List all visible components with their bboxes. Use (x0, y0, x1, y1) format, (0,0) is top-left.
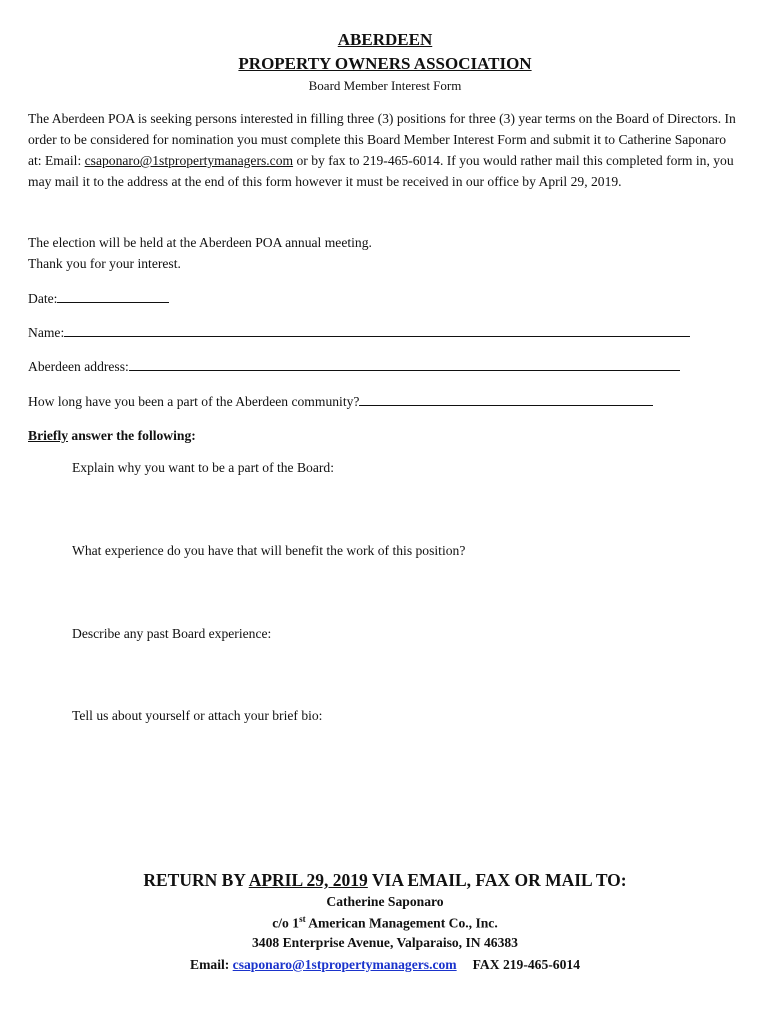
return-email-link[interactable]: csaponaro@1stpropertymanagers.com (232, 957, 457, 972)
election-line: The election will be held at the Aberdeen POA annual meeting. (28, 235, 372, 250)
question-past-board: Describe any past Board experience: (72, 626, 272, 641)
address-field[interactable] (28, 358, 680, 375)
name-label: Name: (28, 325, 65, 340)
community-label: How long have you been a part of the Aberdeen community? (28, 394, 360, 409)
org-name-line1: ABERDEEN (337, 30, 433, 49)
instruction-heading: Briefly answer the following: (28, 428, 196, 443)
fax-number: FAX 219-465-6014 (472, 957, 580, 972)
question-experience: What experience do you have that will benefit the work of this position? (72, 543, 466, 558)
form-title: Board Member Interest Form (308, 78, 462, 93)
date-field[interactable] (28, 290, 169, 307)
date-label: Date: (28, 291, 58, 306)
company-line: c/o 1st American Management Co., Inc. (272, 914, 498, 931)
intro-email-link[interactable]: csaponaro@1stpropertymanagers.com (84, 153, 294, 168)
question-bio: Tell us about yourself or attach your brief bio: (72, 708, 323, 723)
org-name-line2: PROPERTY OWNERS ASSOCIATION (238, 54, 532, 73)
address-label: Aberdeen address: (28, 359, 129, 374)
name-blank[interactable] (64, 324, 690, 337)
contact-line: Email: csaponaro@1stpropertymanagers.com FAX 219-465-6014 (190, 957, 580, 972)
date-blank[interactable] (57, 290, 169, 303)
return-heading: RETURN BY APRIL 29, 2019 VIA EMAIL, FAX OR MAIL TO: (143, 870, 627, 890)
thanks-line: Thank you for your interest. (28, 256, 181, 271)
address-blank[interactable] (129, 358, 680, 371)
return-date: APRIL 29, 2019 (248, 870, 368, 890)
community-blank[interactable] (359, 393, 653, 406)
intro-paragraph: The Aberdeen POA is seeking persons interested in filling three (3) positions for three (3) year terms on the Board of Directors. In order to be considered for nomination you must complete this Board Member Interest Form and submit it to Catherine Saponaro at: Email: csaponaro@1stpropertymanagers.com or by fax to 219-465-6014. If you would rather mail this completed form in, you may mail it to the address at the end of this form however it must be received in our office by April 29, 2019. (28, 111, 736, 189)
election-paragraph (28, 232, 743, 274)
contact-name: Catherine Saponaro (326, 894, 444, 909)
street-address: 3408 Enterprise Avenue, Valparaiso, IN 46383 (252, 935, 518, 950)
question-why-board: Explain why you want to be a part of the Board: (72, 460, 334, 475)
name-field[interactable] (28, 324, 690, 341)
community-field[interactable] (28, 393, 653, 410)
